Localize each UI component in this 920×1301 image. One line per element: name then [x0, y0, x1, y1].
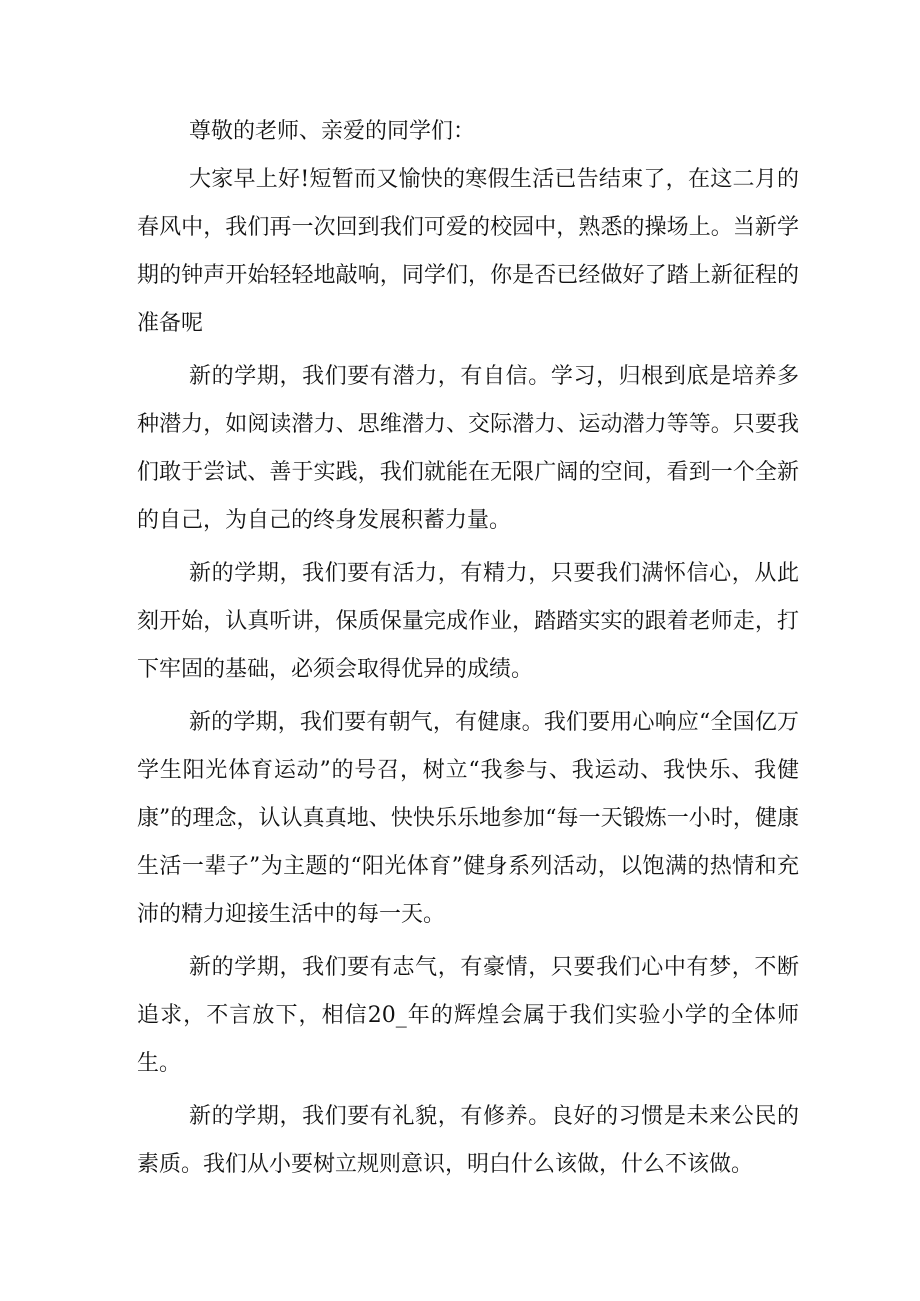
paragraph-ambition: 新的学期，我们要有志气，有豪情，只要我们心中有梦，不断追求，不言放下，相信20_年的辉煌会属于我们实验小学的全体师生。 — [137, 955, 799, 1076]
paragraph-manners: 新的学期，我们要有礼貌，有修养。良好的习惯是未来公民的素质。我们从小要树立规则意识，明白什么该做，什么不该做。 — [137, 1104, 799, 1177]
document-body — [137, 108, 799, 1194]
paragraph-health: 新的学期，我们要有朝气，有健康。我们要用心响应“全国亿万学生阳光体育运动”的号召，树立“我参与、我运动、我快乐、我健康”的理念，认认真真地、快快乐乐地参加“每一天锻炼一小时，健康生活一辈子”为主题的“阳光体育”健身系列活动，以饱满的热情和充沛的精力迎接生活中的每一天。 — [137, 710, 799, 927]
salutation: 尊敬的老师、亲爱的同学们： — [189, 119, 476, 144]
paragraph-potential: 新的学期，我们要有潜力，有自信。学习，归根到底是培养多种潜力，如阅读潜力、思维潜力、交际潜力、运动潜力等等。只要我们敢于尝试、善于实践，我们就能在无限广阔的空间，看到一个全新的自己，为自己的终身发展积蓄力量。 — [137, 364, 799, 533]
paragraph-greeting: 大家早上好!短暂而又愉快的寒假生活已告结束了，在这二月的春风中，我们再一次回到我们可爱的校园中，熟悉的操场上。当新学期的钟声开始轻轻地敲响，同学们，你是否已经做好了踏上新征程的准备呢 — [137, 167, 799, 336]
paragraph-vitality: 新的学期，我们要有活力，有精力，只要我们满怀信心，从此刻开始，认真听讲，保质保量完成作业，踏踏实实的跟着老师走，打下牢固的基础，必须会取得优异的成绩。 — [137, 561, 799, 682]
